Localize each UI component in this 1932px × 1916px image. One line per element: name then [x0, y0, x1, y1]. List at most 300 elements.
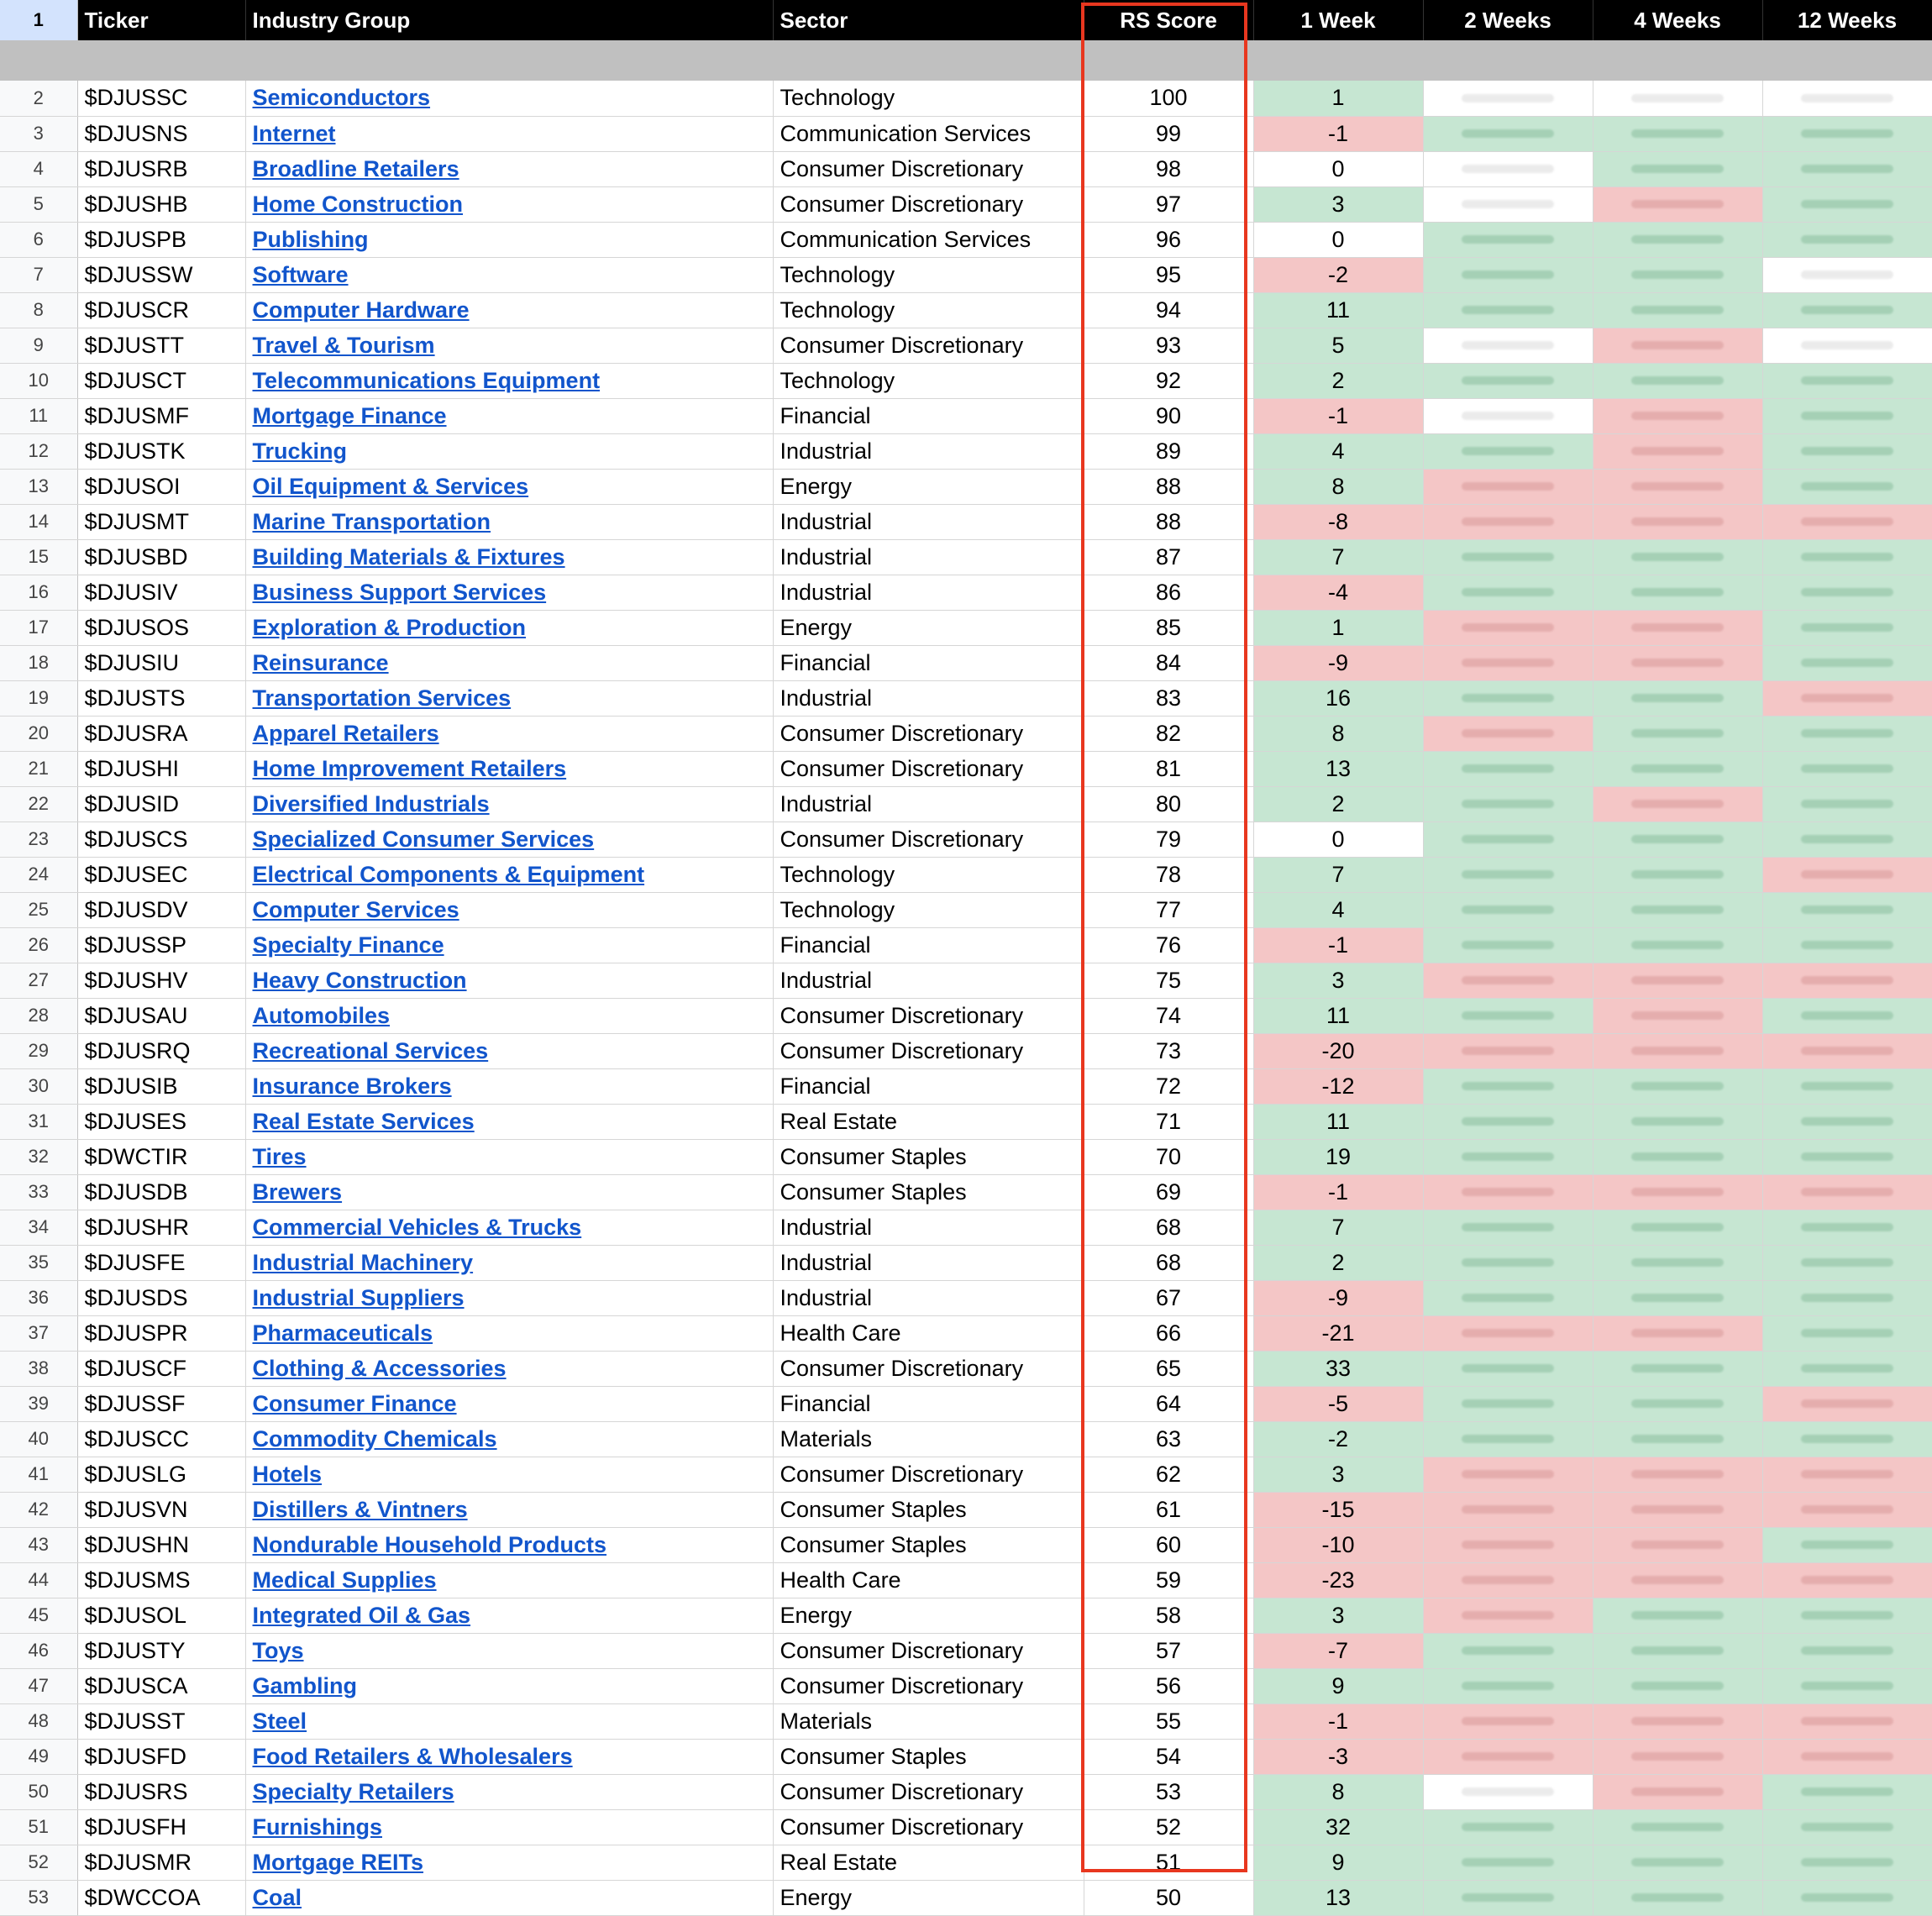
sector-cell[interactable]: Industrial: [773, 786, 1084, 822]
ticker-cell[interactable]: $DJUSIB: [77, 1068, 245, 1104]
week4-change-cell[interactable]: [1593, 504, 1762, 539]
ticker-cell[interactable]: $DJUSBD: [77, 539, 245, 575]
ticker-cell[interactable]: $DJUSCT: [77, 363, 245, 398]
week1-change-cell[interactable]: -23: [1253, 1562, 1423, 1598]
week1-change-cell[interactable]: 13: [1253, 1880, 1423, 1915]
ticker-cell[interactable]: $DJUSST: [77, 1703, 245, 1739]
week1-change-cell[interactable]: 11: [1253, 292, 1423, 328]
row-number[interactable]: 30: [0, 1068, 77, 1104]
industry-cell[interactable]: [245, 1104, 773, 1139]
rs-score-cell[interactable]: 87: [1084, 539, 1253, 575]
industry-link[interactable]: Food Retailers & Wholesalers: [252, 1743, 573, 1769]
week2-column-header[interactable]: 2 Weeks: [1423, 0, 1593, 40]
week12-change-cell[interactable]: [1762, 328, 1932, 363]
week1-change-cell[interactable]: 8: [1253, 1774, 1423, 1809]
industry-cell[interactable]: [245, 892, 773, 927]
industry-link[interactable]: Specialty Retailers: [252, 1778, 454, 1804]
week2-change-cell[interactable]: [1423, 433, 1593, 469]
industry-link[interactable]: Commercial Vehicles & Trucks: [252, 1214, 582, 1240]
row-number[interactable]: 38: [0, 1351, 77, 1386]
rs-score-cell[interactable]: 88: [1084, 504, 1253, 539]
week4-change-cell[interactable]: [1593, 822, 1762, 857]
ticker-cell[interactable]: $DJUSCS: [77, 822, 245, 857]
sector-cell[interactable]: Technology: [773, 892, 1084, 927]
week1-change-cell[interactable]: 16: [1253, 680, 1423, 716]
ticker-cell[interactable]: $DJUSFD: [77, 1739, 245, 1774]
week12-change-cell[interactable]: [1762, 1598, 1932, 1633]
row-number[interactable]: 53: [0, 1880, 77, 1915]
week2-change-cell[interactable]: [1423, 116, 1593, 151]
industry-cell[interactable]: [245, 857, 773, 892]
industry-link[interactable]: Mortgage Finance: [252, 402, 447, 428]
ticker-cell[interactable]: $DJUSDV: [77, 892, 245, 927]
industry-link[interactable]: Steel: [252, 1708, 307, 1734]
industry-cell[interactable]: [245, 1562, 773, 1598]
week4-change-cell[interactable]: [1593, 328, 1762, 363]
industry-cell[interactable]: [245, 963, 773, 998]
week1-change-cell[interactable]: 9: [1253, 1668, 1423, 1703]
ticker-cell[interactable]: $DWCCOA: [77, 1880, 245, 1915]
industry-cell[interactable]: [245, 786, 773, 822]
ticker-cell[interactable]: $DJUSHV: [77, 963, 245, 998]
row-number[interactable]: 11: [0, 398, 77, 433]
industry-cell[interactable]: [245, 716, 773, 751]
ticker-cell[interactable]: $DJUSDS: [77, 1280, 245, 1315]
industry-cell[interactable]: [245, 1774, 773, 1809]
week12-change-cell[interactable]: [1762, 1739, 1932, 1774]
week2-change-cell[interactable]: [1423, 645, 1593, 680]
week4-change-cell[interactable]: [1593, 363, 1762, 398]
ticker-cell[interactable]: $DWCTIR: [77, 1139, 245, 1174]
rs-score-cell[interactable]: 69: [1084, 1174, 1253, 1210]
rs-score-cell[interactable]: 73: [1084, 1033, 1253, 1068]
row-number[interactable]: 28: [0, 998, 77, 1033]
week1-change-cell[interactable]: 9: [1253, 1845, 1423, 1880]
industry-cell[interactable]: [245, 292, 773, 328]
sector-cell[interactable]: Consumer Discretionary: [773, 1774, 1084, 1809]
row-number[interactable]: 20: [0, 716, 77, 751]
week12-change-cell[interactable]: [1762, 1492, 1932, 1527]
week4-change-cell[interactable]: [1593, 186, 1762, 222]
industry-column-header[interactable]: Industry Group: [245, 0, 773, 40]
ticker-cell[interactable]: $DJUSMR: [77, 1845, 245, 1880]
week12-change-cell[interactable]: [1762, 857, 1932, 892]
industry-link[interactable]: Electrical Components & Equipment: [252, 861, 645, 887]
week4-change-cell[interactable]: [1593, 292, 1762, 328]
week1-change-cell[interactable]: 0: [1253, 822, 1423, 857]
week12-change-cell[interactable]: [1762, 398, 1932, 433]
industry-cell[interactable]: [245, 998, 773, 1033]
week12-change-cell[interactable]: [1762, 1033, 1932, 1068]
sector-cell[interactable]: Technology: [773, 363, 1084, 398]
sector-cell[interactable]: Materials: [773, 1421, 1084, 1457]
week2-change-cell[interactable]: [1423, 1174, 1593, 1210]
industry-cell[interactable]: [245, 328, 773, 363]
week1-change-cell[interactable]: 8: [1253, 716, 1423, 751]
week4-change-cell[interactable]: [1593, 963, 1762, 998]
sector-cell[interactable]: Consumer Discretionary: [773, 998, 1084, 1033]
week12-change-cell[interactable]: [1762, 892, 1932, 927]
rs-score-cell[interactable]: 84: [1084, 645, 1253, 680]
week2-change-cell[interactable]: [1423, 1033, 1593, 1068]
week4-change-cell[interactable]: [1593, 1845, 1762, 1880]
week2-change-cell[interactable]: [1423, 1068, 1593, 1104]
industry-cell[interactable]: [245, 1492, 773, 1527]
week2-change-cell[interactable]: [1423, 1562, 1593, 1598]
week4-change-cell[interactable]: [1593, 1739, 1762, 1774]
rs-score-cell[interactable]: 70: [1084, 1139, 1253, 1174]
sector-cell[interactable]: Consumer Staples: [773, 1139, 1084, 1174]
ticker-cell[interactable]: $DJUSDB: [77, 1174, 245, 1210]
week4-change-cell[interactable]: [1593, 1457, 1762, 1492]
ticker-cell[interactable]: $DJUSRS: [77, 1774, 245, 1809]
industry-link[interactable]: Diversified Industrials: [252, 790, 490, 816]
row-number[interactable]: 31: [0, 1104, 77, 1139]
industry-cell[interactable]: [245, 1633, 773, 1668]
industry-cell[interactable]: [245, 822, 773, 857]
week4-change-cell[interactable]: [1593, 1245, 1762, 1280]
week2-change-cell[interactable]: [1423, 1880, 1593, 1915]
week2-change-cell[interactable]: [1423, 1774, 1593, 1809]
rs-score-cell[interactable]: 67: [1084, 1280, 1253, 1315]
week2-change-cell[interactable]: [1423, 1280, 1593, 1315]
week2-change-cell[interactable]: [1423, 1633, 1593, 1668]
sector-cell[interactable]: Consumer Discretionary: [773, 1351, 1084, 1386]
industry-cell[interactable]: [245, 1280, 773, 1315]
rs-score-cell[interactable]: 86: [1084, 575, 1253, 610]
rs-score-cell[interactable]: 95: [1084, 257, 1253, 292]
industry-link[interactable]: Home Construction: [252, 191, 464, 217]
industry-link[interactable]: Oil Equipment & Services: [252, 473, 529, 499]
week1-change-cell[interactable]: -12: [1253, 1068, 1423, 1104]
rs-score-cell[interactable]: 89: [1084, 433, 1253, 469]
rs-score-cell[interactable]: 72: [1084, 1068, 1253, 1104]
ticker-cell[interactable]: $DJUSES: [77, 1104, 245, 1139]
week12-change-cell[interactable]: [1762, 1104, 1932, 1139]
row-number[interactable]: 27: [0, 963, 77, 998]
week1-change-cell[interactable]: 8: [1253, 469, 1423, 504]
week1-change-cell[interactable]: -1: [1253, 1174, 1423, 1210]
week1-change-cell[interactable]: 0: [1253, 151, 1423, 186]
week1-change-cell[interactable]: -4: [1253, 575, 1423, 610]
row-number[interactable]: 29: [0, 1033, 77, 1068]
week2-change-cell[interactable]: [1423, 1351, 1593, 1386]
week2-change-cell[interactable]: [1423, 1139, 1593, 1174]
week1-change-cell[interactable]: -5: [1253, 1386, 1423, 1421]
week2-change-cell[interactable]: [1423, 786, 1593, 822]
week2-change-cell[interactable]: [1423, 398, 1593, 433]
week4-change-cell[interactable]: [1593, 1351, 1762, 1386]
industry-cell[interactable]: [245, 1245, 773, 1280]
sector-cell[interactable]: Consumer Staples: [773, 1492, 1084, 1527]
week4-change-cell[interactable]: [1593, 1174, 1762, 1210]
week2-change-cell[interactable]: [1423, 927, 1593, 963]
industry-link[interactable]: Medical Supplies: [252, 1567, 437, 1593]
week12-change-cell[interactable]: [1762, 433, 1932, 469]
week1-change-cell[interactable]: 2: [1253, 363, 1423, 398]
sector-column-header[interactable]: Sector: [773, 0, 1084, 40]
rs-score-cell[interactable]: 61: [1084, 1492, 1253, 1527]
industry-link[interactable]: Industrial Suppliers: [252, 1284, 465, 1310]
week4-change-cell[interactable]: [1593, 1809, 1762, 1845]
week12-change-cell[interactable]: [1762, 963, 1932, 998]
week4-change-cell[interactable]: [1593, 857, 1762, 892]
row-number[interactable]: 33: [0, 1174, 77, 1210]
sector-cell[interactable]: Industrial: [773, 963, 1084, 998]
sector-cell[interactable]: Energy: [773, 610, 1084, 645]
rs-score-cell[interactable]: 58: [1084, 1598, 1253, 1633]
week4-change-cell[interactable]: [1593, 1598, 1762, 1633]
week2-change-cell[interactable]: [1423, 328, 1593, 363]
week12-change-cell[interactable]: [1762, 186, 1932, 222]
industry-cell[interactable]: [245, 1351, 773, 1386]
row-number[interactable]: 37: [0, 1315, 77, 1351]
industry-link[interactable]: Specialty Finance: [252, 932, 444, 958]
week1-change-cell[interactable]: 4: [1253, 892, 1423, 927]
industry-cell[interactable]: [245, 1421, 773, 1457]
sector-cell[interactable]: Real Estate: [773, 1845, 1084, 1880]
week12-change-cell[interactable]: [1762, 1633, 1932, 1668]
ticker-cell[interactable]: $DJUSFE: [77, 1245, 245, 1280]
row-number[interactable]: 52: [0, 1845, 77, 1880]
row-number[interactable]: 42: [0, 1492, 77, 1527]
rs-score-cell[interactable]: 81: [1084, 751, 1253, 786]
row-number[interactable]: 18: [0, 645, 77, 680]
industry-link[interactable]: Automobiles: [252, 1002, 391, 1028]
week4-change-cell[interactable]: [1593, 433, 1762, 469]
week4-change-cell[interactable]: [1593, 1703, 1762, 1739]
week1-change-cell[interactable]: 3: [1253, 186, 1423, 222]
sector-cell[interactable]: Consumer Discretionary: [773, 751, 1084, 786]
ticker-cell[interactable]: $DJUSOI: [77, 469, 245, 504]
week2-change-cell[interactable]: [1423, 1386, 1593, 1421]
sector-cell[interactable]: Health Care: [773, 1562, 1084, 1598]
week4-change-cell[interactable]: [1593, 1527, 1762, 1562]
week12-change-cell[interactable]: [1762, 151, 1932, 186]
week2-change-cell[interactable]: [1423, 1527, 1593, 1562]
industry-link[interactable]: Specialized Consumer Services: [252, 826, 595, 852]
sector-cell[interactable]: Industrial: [773, 575, 1084, 610]
industry-link[interactable]: Heavy Construction: [252, 967, 467, 993]
industry-link[interactable]: Pharmaceuticals: [252, 1320, 433, 1346]
rs-score-cell[interactable]: 71: [1084, 1104, 1253, 1139]
sector-cell[interactable]: Technology: [773, 857, 1084, 892]
ticker-cell[interactable]: $DJUSRA: [77, 716, 245, 751]
week2-change-cell[interactable]: [1423, 1245, 1593, 1280]
week1-change-cell[interactable]: 2: [1253, 1245, 1423, 1280]
ticker-cell[interactable]: $DJUSHN: [77, 1527, 245, 1562]
industry-link[interactable]: Broadline Retailers: [252, 155, 459, 181]
industry-link[interactable]: Distillers & Vintners: [252, 1496, 468, 1522]
ticker-cell[interactable]: $DJUSHB: [77, 186, 245, 222]
industry-link[interactable]: Furnishings: [252, 1814, 382, 1840]
week2-change-cell[interactable]: [1423, 257, 1593, 292]
week2-change-cell[interactable]: [1423, 469, 1593, 504]
week1-change-cell[interactable]: -2: [1253, 1421, 1423, 1457]
industry-cell[interactable]: [245, 1703, 773, 1739]
week1-change-cell[interactable]: -1: [1253, 927, 1423, 963]
ticker-cell[interactable]: $DJUSCR: [77, 292, 245, 328]
row-number[interactable]: 17: [0, 610, 77, 645]
week2-change-cell[interactable]: [1423, 363, 1593, 398]
sector-cell[interactable]: Technology: [773, 292, 1084, 328]
week1-change-cell[interactable]: 32: [1253, 1809, 1423, 1845]
ticker-cell[interactable]: $DJUSHI: [77, 751, 245, 786]
row-number[interactable]: 36: [0, 1280, 77, 1315]
industry-cell[interactable]: [245, 81, 773, 116]
week2-change-cell[interactable]: [1423, 1703, 1593, 1739]
week2-change-cell[interactable]: [1423, 1668, 1593, 1703]
week4-change-cell[interactable]: [1593, 151, 1762, 186]
row-number[interactable]: 44: [0, 1562, 77, 1598]
rs-score-cell[interactable]: 74: [1084, 998, 1253, 1033]
row-number[interactable]: 47: [0, 1668, 77, 1703]
sector-cell[interactable]: Technology: [773, 257, 1084, 292]
week1-change-cell[interactable]: 13: [1253, 751, 1423, 786]
week12-change-cell[interactable]: [1762, 998, 1932, 1033]
industry-cell[interactable]: [245, 257, 773, 292]
sector-cell[interactable]: Industrial: [773, 433, 1084, 469]
sector-cell[interactable]: Materials: [773, 1703, 1084, 1739]
week1-change-cell[interactable]: -10: [1253, 1527, 1423, 1562]
ticker-cell[interactable]: $DJUSMT: [77, 504, 245, 539]
week12-change-cell[interactable]: [1762, 1280, 1932, 1315]
week1-change-cell[interactable]: 3: [1253, 1598, 1423, 1633]
row-number[interactable]: 2: [0, 81, 77, 116]
industry-cell[interactable]: [245, 1033, 773, 1068]
week12-change-cell[interactable]: [1762, 469, 1932, 504]
week2-change-cell[interactable]: [1423, 716, 1593, 751]
rs-score-cell[interactable]: 53: [1084, 1774, 1253, 1809]
week12-change-cell[interactable]: [1762, 751, 1932, 786]
ticker-cell[interactable]: $DJUSTY: [77, 1633, 245, 1668]
ticker-cell[interactable]: $DJUSTK: [77, 433, 245, 469]
ticker-cell[interactable]: $DJUSRB: [77, 151, 245, 186]
industry-link[interactable]: Internet: [252, 120, 336, 146]
industry-link[interactable]: Mortgage REITs: [252, 1849, 424, 1875]
row-number[interactable]: 23: [0, 822, 77, 857]
row-number[interactable]: 16: [0, 575, 77, 610]
ticker-cell[interactable]: $DJUSEC: [77, 857, 245, 892]
week1-change-cell[interactable]: -9: [1253, 1280, 1423, 1315]
ticker-cell[interactable]: $DJUSTT: [77, 328, 245, 363]
week1-change-cell[interactable]: -1: [1253, 398, 1423, 433]
week1-change-cell[interactable]: 0: [1253, 222, 1423, 257]
week12-change-cell[interactable]: [1762, 610, 1932, 645]
week12-column-header[interactable]: 12 Weeks: [1762, 0, 1932, 40]
sector-cell[interactable]: Consumer Discretionary: [773, 1033, 1084, 1068]
week12-change-cell[interactable]: [1762, 504, 1932, 539]
rs-score-cell[interactable]: 54: [1084, 1739, 1253, 1774]
week2-change-cell[interactable]: [1423, 1809, 1593, 1845]
rs-score-cell[interactable]: 60: [1084, 1527, 1253, 1562]
industry-link[interactable]: Recreational Services: [252, 1037, 489, 1063]
rs-score-cell[interactable]: 78: [1084, 857, 1253, 892]
industry-link[interactable]: Gambling: [252, 1672, 358, 1698]
week2-change-cell[interactable]: [1423, 1315, 1593, 1351]
week2-change-cell[interactable]: [1423, 575, 1593, 610]
rs-score-cell[interactable]: 66: [1084, 1315, 1253, 1351]
industry-cell[interactable]: [245, 539, 773, 575]
row-number[interactable]: 24: [0, 857, 77, 892]
rs-score-cell[interactable]: 92: [1084, 363, 1253, 398]
row-number[interactable]: 10: [0, 363, 77, 398]
rs-score-cell[interactable]: 77: [1084, 892, 1253, 927]
week4-change-cell[interactable]: [1593, 610, 1762, 645]
row-number[interactable]: 6: [0, 222, 77, 257]
week12-change-cell[interactable]: [1762, 363, 1932, 398]
week12-change-cell[interactable]: [1762, 1386, 1932, 1421]
week12-change-cell[interactable]: [1762, 786, 1932, 822]
week12-change-cell[interactable]: [1762, 1139, 1932, 1174]
week12-change-cell[interactable]: [1762, 1210, 1932, 1245]
week2-change-cell[interactable]: [1423, 963, 1593, 998]
week12-change-cell[interactable]: [1762, 1809, 1932, 1845]
rs-score-cell[interactable]: 97: [1084, 186, 1253, 222]
rs-score-cell[interactable]: 96: [1084, 222, 1253, 257]
week1-change-cell[interactable]: 7: [1253, 1210, 1423, 1245]
rs-score-cell[interactable]: 64: [1084, 1386, 1253, 1421]
sector-cell[interactable]: Financial: [773, 645, 1084, 680]
industry-link[interactable]: Computer Services: [252, 896, 459, 922]
week4-change-cell[interactable]: [1593, 1421, 1762, 1457]
ticker-cell[interactable]: $DJUSPB: [77, 222, 245, 257]
sector-cell[interactable]: Consumer Staples: [773, 1739, 1084, 1774]
week1-change-cell[interactable]: 2: [1253, 786, 1423, 822]
rs-score-cell[interactable]: 79: [1084, 822, 1253, 857]
industry-link[interactable]: Toys: [252, 1637, 304, 1663]
industry-link[interactable]: Trucking: [252, 438, 348, 464]
week1-change-cell[interactable]: 19: [1253, 1139, 1423, 1174]
sector-cell[interactable]: Energy: [773, 469, 1084, 504]
row-number[interactable]: 25: [0, 892, 77, 927]
week2-change-cell[interactable]: [1423, 1739, 1593, 1774]
week2-change-cell[interactable]: [1423, 1104, 1593, 1139]
week4-change-cell[interactable]: [1593, 751, 1762, 786]
row-number[interactable]: 35: [0, 1245, 77, 1280]
industry-cell[interactable]: [245, 398, 773, 433]
row-number[interactable]: 26: [0, 927, 77, 963]
industry-link[interactable]: Reinsurance: [252, 649, 389, 675]
week1-change-cell[interactable]: -8: [1253, 504, 1423, 539]
week4-change-cell[interactable]: [1593, 1280, 1762, 1315]
industry-link[interactable]: Insurance Brokers: [252, 1073, 452, 1099]
week4-change-cell[interactable]: [1593, 680, 1762, 716]
industry-cell[interactable]: [245, 504, 773, 539]
row-number[interactable]: 22: [0, 786, 77, 822]
week2-change-cell[interactable]: [1423, 504, 1593, 539]
sector-cell[interactable]: Consumer Discretionary: [773, 822, 1084, 857]
week12-change-cell[interactable]: [1762, 1845, 1932, 1880]
sector-cell[interactable]: Industrial: [773, 1210, 1084, 1245]
row-number[interactable]: 32: [0, 1139, 77, 1174]
sector-cell[interactable]: Consumer Discretionary: [773, 328, 1084, 363]
row-number[interactable]: 4: [0, 151, 77, 186]
industry-cell[interactable]: [245, 1457, 773, 1492]
week1-change-cell[interactable]: 11: [1253, 998, 1423, 1033]
week12-change-cell[interactable]: [1762, 116, 1932, 151]
sector-cell[interactable]: Consumer Discretionary: [773, 716, 1084, 751]
week4-change-cell[interactable]: [1593, 1492, 1762, 1527]
row-number[interactable]: 8: [0, 292, 77, 328]
week4-change-cell[interactable]: [1593, 1033, 1762, 1068]
week2-change-cell[interactable]: [1423, 1210, 1593, 1245]
rs-score-cell[interactable]: 98: [1084, 151, 1253, 186]
rs-score-column-header[interactable]: RS Score: [1084, 0, 1253, 40]
industry-link[interactable]: Nondurable Household Products: [252, 1531, 607, 1557]
week4-change-cell[interactable]: [1593, 716, 1762, 751]
industry-link[interactable]: Travel & Tourism: [252, 332, 435, 358]
